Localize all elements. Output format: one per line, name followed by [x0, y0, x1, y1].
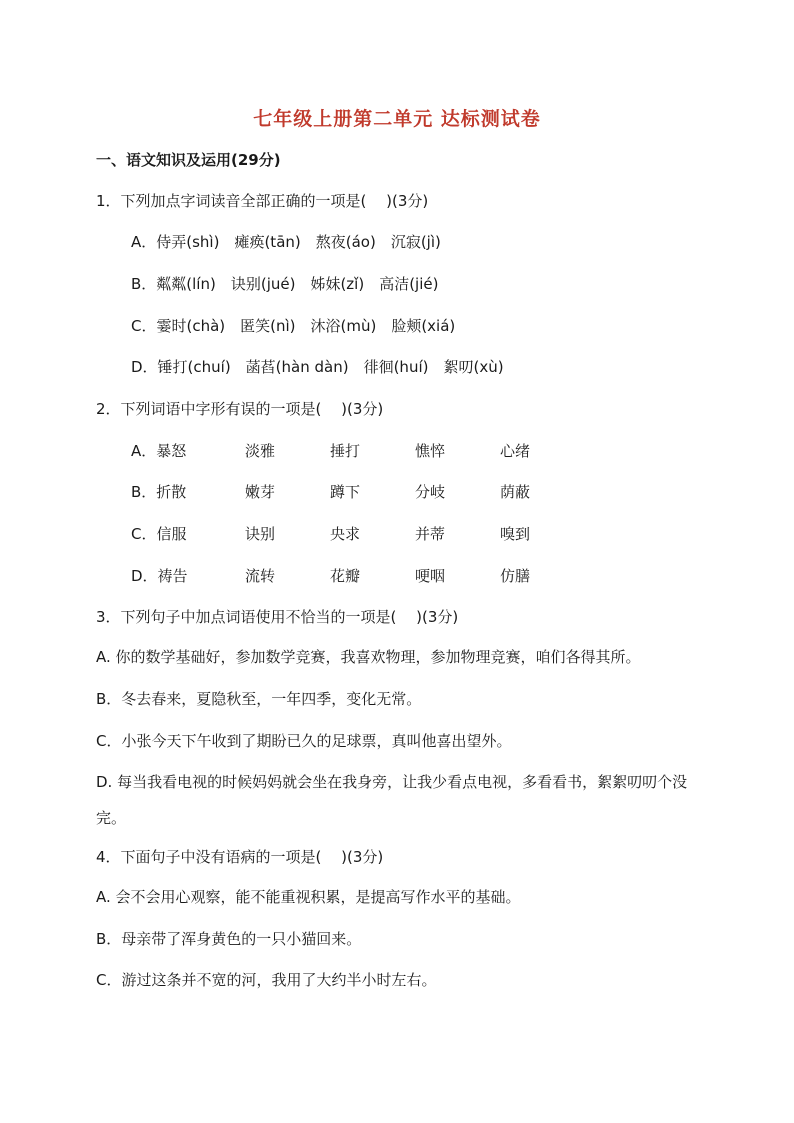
question-3-stem: 3．下列句子中加点词语使用不恰当的一项是( )(3分)	[96, 608, 459, 626]
q2-b-word-1: B．折散	[131, 483, 187, 501]
q1-option-c: C．霎时(chà) 匿笑(nì) 沐浴(mù) 脸颊(xiá)	[131, 317, 456, 335]
q2-b-word-4: 分岐	[415, 483, 446, 501]
q2-b-word-3: 蹲下	[330, 483, 361, 501]
q2-c-word-1: C．信服	[131, 525, 187, 543]
q2-d-word-2: 流转	[245, 567, 276, 585]
q3-option-d: D. 每当我看电视的时候妈妈就会坐在我身旁，让我少看点电视，多看看书，絮絮叨叨个没完。	[96, 773, 688, 827]
q3-option-a: A. 你的数学基础好，参加数学竞赛，我喜欢物理，参加物理竞赛，咱们各得其所。	[96, 648, 641, 666]
q2-c-word-5: 嗅到	[500, 525, 531, 543]
q2-a-word-4: 憔悴	[415, 442, 446, 460]
q2-a-word-1: A．暴怒	[131, 442, 187, 460]
q2-b-word-2: 嫩芽	[245, 483, 276, 501]
q4-option-b: B．母亲带了浑身黄色的一只小猫回来。	[96, 930, 362, 948]
q2-a-word-3: 捶打	[330, 442, 361, 460]
page-title: 七年级上册第二单元 达标测试卷	[253, 108, 541, 130]
q3-option-c: C．小张今天下午收到了期盼已久的足球票，真叫他喜出望外。	[96, 732, 512, 750]
q4-option-a: A. 会不会用心观察，能不能重视积累，是提高写作水平的基础。	[96, 888, 521, 906]
q4-option-c: C．游过这条并不宽的河，我用了大约半小时左右。	[96, 971, 437, 989]
question-4-stem: 4．下面句子中没有语病的一项是( )(3分)	[96, 848, 384, 866]
q2-c-word-2: 诀别	[245, 525, 276, 543]
q2-a-word-2: 淡雅	[245, 442, 276, 460]
q1-option-b: B．粼粼(lín) 诀别(jué) 姊妹(zǐ) 高洁(jié)	[131, 275, 439, 293]
q3-option-b: B．冬去春来，夏隐秋至，一年四季，变化无常。	[96, 690, 422, 708]
q2-d-word-1: D．祷告	[131, 567, 188, 585]
section-heading: 一、语文知识及运用(29分)	[96, 151, 281, 169]
q2-d-word-5: 仿膳	[500, 567, 531, 585]
q2-c-word-4: 并蒂	[415, 525, 446, 543]
q2-c-word-3: 央求	[330, 525, 361, 543]
question-2-stem: 2．下列词语中字形有误的一项是( )(3分)	[96, 400, 384, 418]
q1-option-a: A．侍弄(shì) 瘫痪(tān) 熬夜(áo) 沉寂(jì)	[131, 233, 441, 251]
q1-option-d: D．锤打(chuí) 菡萏(hàn dàn) 徘徊(huí) 絮叨(xù)	[131, 358, 504, 376]
q2-d-word-3: 花瓣	[330, 567, 361, 585]
question-1-stem: 1．下列加点字词读音全部正确的一项是( )(3分)	[96, 192, 429, 210]
q2-b-word-5: 荫蔽	[500, 483, 531, 501]
q2-d-word-4: 哽咽	[415, 567, 446, 585]
q2-a-word-5: 心绪	[500, 442, 531, 460]
